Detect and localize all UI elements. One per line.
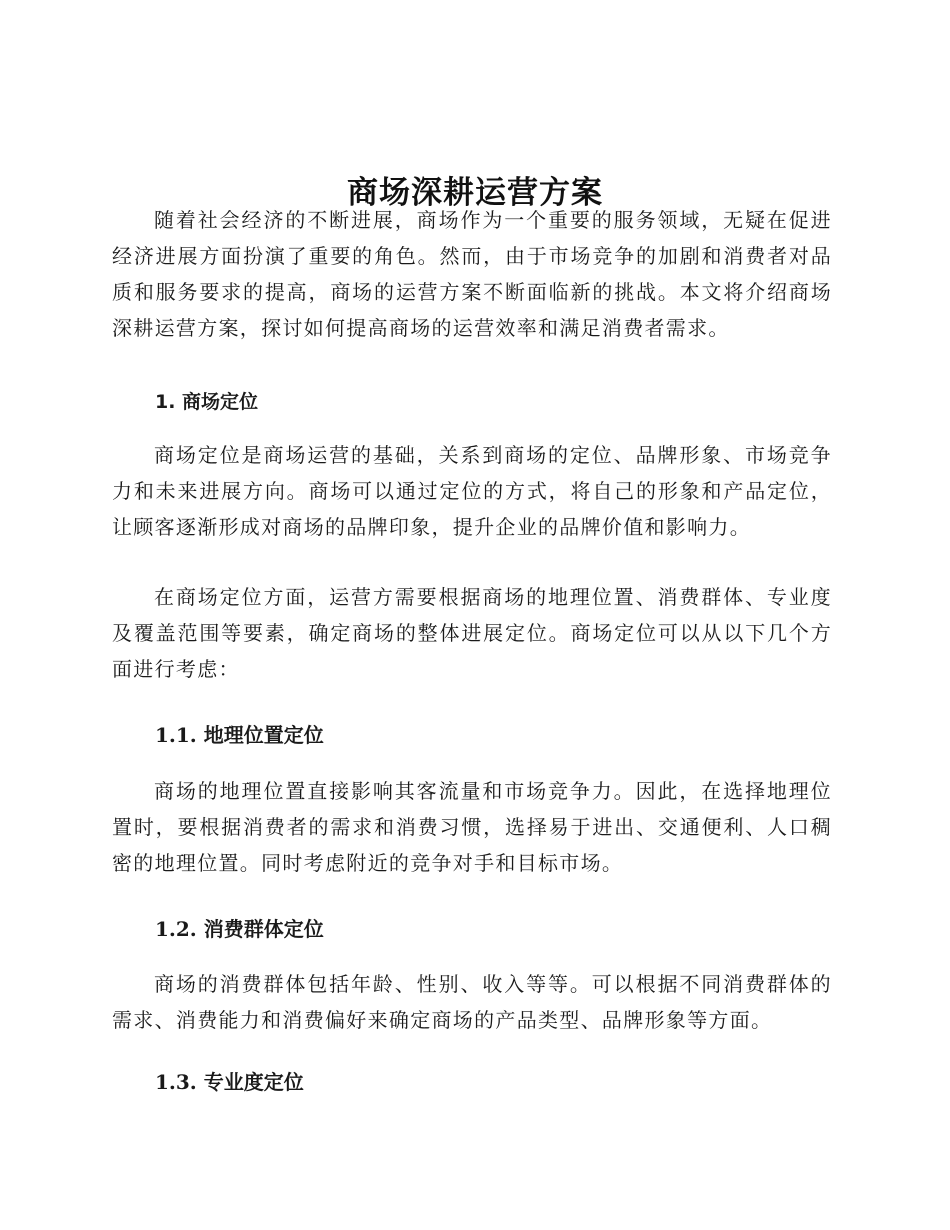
location-paragraph: 商场的地理位置直接影响其客流量和市场竞争力。因此，在选择地理位置时，要根据消费者的需求和消费习惯，选择易于进出、交通便利、人口稠密的地理位置。同时考虑附近的竞争对手和目标市场。 bbox=[112, 779, 832, 875]
subsection-heading-location: 1.1. 地理位置定位 bbox=[155, 723, 324, 747]
intro-paragraph: 随着社会经济的不断进展，商场作为一个重要的服务领域，无疑在促进经济进展方面扮演了重要的角色。然而，由于市场竞争的加剧和消费者对品质和服务要求的提高，商场的运营方案不断面临新的挑战。本文将介绍商场深耕运营方案，探讨如何提高商场的运营效率和满足消费者需求。 bbox=[112, 208, 832, 340]
page-title: 商场深耕运营方案 bbox=[347, 174, 603, 211]
positioning-paragraph-1: 商场定位是商场运营的基础，关系到商场的定位、品牌形象、市场竞争力和未来进展方向。商场可以通过定位的方式，将自己的形象和产品定位，让顾客逐渐形成对商场的品牌印象，提升企业的品牌价值和影响力。 bbox=[112, 443, 832, 539]
consumer-group-paragraph: 商场的消费群体包括年龄、性别、收入等等。可以根据不同消费群体的需求、消费能力和消费偏好来确定商场的产品类型、品牌形象等方面。 bbox=[112, 972, 832, 1032]
positioning-paragraph-2: 在商场定位方面，运营方需要根据商场的地理位置、消费群体、专业度及覆盖范围等要素，确定商场的整体进展定位。商场定位可以从以下几个方面进行考虑： bbox=[112, 585, 832, 681]
section-heading-positioning: 1. 商场定位 bbox=[155, 391, 259, 413]
subsection-heading-professionalism: 1.3. 专业度定位 bbox=[155, 1070, 304, 1094]
subsection-heading-consumer-group: 1.2. 消费群体定位 bbox=[155, 917, 324, 941]
